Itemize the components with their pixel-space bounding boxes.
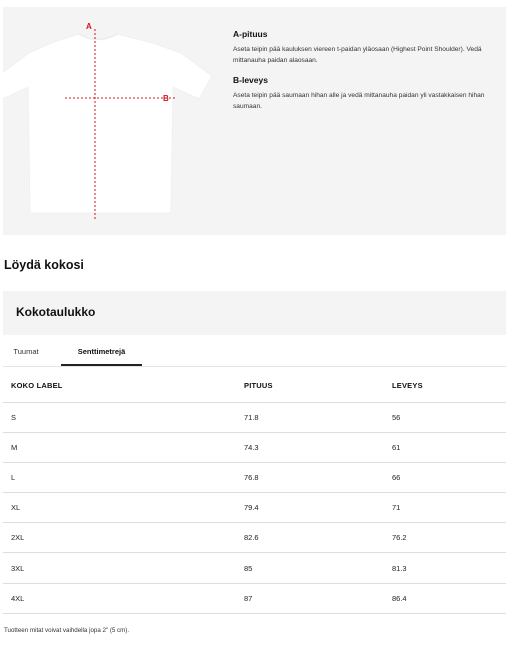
table-row bbox=[3, 402, 506, 432]
tab-centimeters[interactable]: Senttimetrejä bbox=[61, 340, 142, 366]
length-cell: 87 bbox=[236, 583, 384, 613]
size-cell: XL bbox=[3, 493, 236, 523]
width-cell: 71 bbox=[384, 493, 506, 523]
length-cell: 85 bbox=[236, 553, 384, 583]
width-cell: 56 bbox=[384, 402, 506, 432]
size-chart-title: Kokotaulukko bbox=[16, 305, 96, 319]
size-cell: M bbox=[3, 432, 236, 462]
table-header-row bbox=[3, 369, 506, 402]
measurement-guide bbox=[3, 7, 506, 235]
table-row bbox=[3, 493, 506, 523]
size-cell: 3XL bbox=[3, 553, 236, 583]
size-disclaimer: Tuotteen mitat voivat vaihdella jopa 2" (5 cm). bbox=[4, 627, 130, 634]
size-cell: 2XL bbox=[3, 523, 236, 553]
size-cell: 4XL bbox=[3, 583, 236, 613]
table-row bbox=[3, 583, 506, 613]
width-cell: 61 bbox=[384, 432, 506, 462]
width-cell: 66 bbox=[384, 462, 506, 492]
width-title: B-leveys bbox=[233, 75, 268, 85]
length-description: Aseta teipin pää kauluksen viereen t-paidan yläosaan (Highest Point Shoulder). Vedä mittanauha paidan alaosaan. bbox=[233, 46, 482, 64]
tshirt-illustration bbox=[3, 7, 223, 235]
column-header-size: KOKO LABEL bbox=[3, 369, 236, 402]
length-cell: 82.6 bbox=[236, 523, 384, 553]
length-cell: 71.8 bbox=[236, 402, 384, 432]
find-your-size-heading: Löydä kokosi bbox=[4, 258, 84, 272]
measurement-instructions bbox=[233, 29, 503, 121]
width-cell: 81.3 bbox=[384, 553, 506, 583]
length-cell: 74.3 bbox=[236, 432, 384, 462]
size-cell: L bbox=[3, 462, 236, 492]
table-row bbox=[3, 462, 506, 492]
tab-inches[interactable]: Tuumat bbox=[13, 347, 39, 356]
marker-a: A bbox=[86, 22, 92, 31]
table-row bbox=[3, 432, 506, 462]
column-header-length: PITUUS bbox=[236, 369, 384, 402]
column-header-width: LEVEYS bbox=[384, 369, 506, 402]
size-table bbox=[3, 369, 506, 614]
unit-tabs bbox=[3, 340, 506, 367]
size-chart-header bbox=[3, 291, 506, 335]
width-cell: 86.4 bbox=[384, 583, 506, 613]
tshirt-diagram bbox=[3, 7, 223, 235]
size-cell: S bbox=[3, 402, 236, 432]
length-cell: 79.4 bbox=[236, 493, 384, 523]
table-row bbox=[3, 553, 506, 583]
length-title: A-pituus bbox=[233, 29, 268, 39]
marker-b: B bbox=[163, 94, 169, 103]
width-description: Aseta teipin pää saumaan hihan alle ja vedä mittanauha paidan yli vastakkaisen hihan saumaan. bbox=[233, 92, 485, 110]
length-cell: 76.8 bbox=[236, 462, 384, 492]
table-row bbox=[3, 523, 506, 553]
width-cell: 76.2 bbox=[384, 523, 506, 553]
